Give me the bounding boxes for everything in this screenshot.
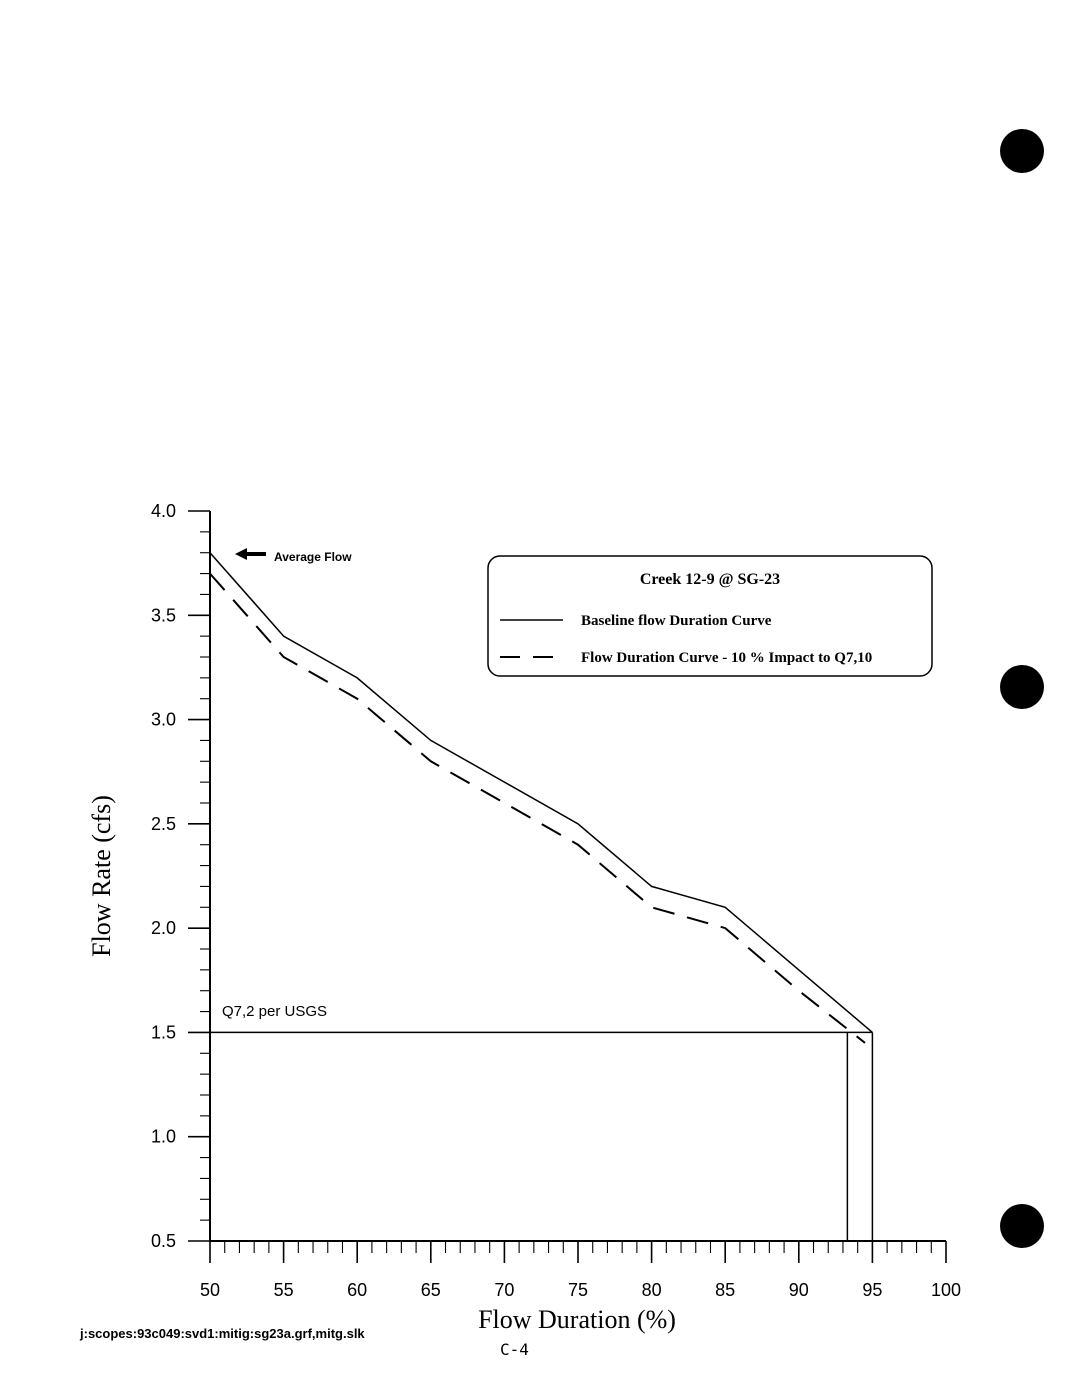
x-tick-label: 60 [347, 1280, 368, 1300]
series-lines [210, 553, 872, 1043]
axes [188, 511, 946, 1263]
legend-label-baseline: Baseline flow Duration Curve [581, 613, 772, 629]
axis-labels [151, 501, 961, 1300]
x-tick-label: 90 [788, 1280, 809, 1300]
q72-label: Q7,2 per USGS [222, 1003, 328, 1020]
impact-series-line [210, 574, 865, 1043]
average-flow-label: Average Flow [274, 550, 352, 564]
x-tick-label: 85 [715, 1280, 736, 1300]
x-tick-label: 80 [641, 1280, 662, 1300]
y-tick-label: 2.0 [150, 918, 176, 939]
x-tick-label: 75 [567, 1280, 589, 1300]
x-tick-label: 65 [420, 1280, 441, 1300]
y-tick-label: 1.5 [150, 1022, 176, 1043]
reference-lines [210, 1032, 872, 1241]
x-tick-label: 95 [862, 1280, 883, 1300]
average-flow-annotation [235, 548, 352, 564]
y-axis-title: Flow Rate (cfs) [87, 795, 116, 957]
x-axis-title: Flow Duration (%) [478, 1305, 676, 1334]
legend [488, 556, 932, 676]
legend-title: Creek 12-9 @ SG-23 [639, 571, 781, 588]
file-path-footer: j:scopes:93c049:svd1:mitig:sg23a.grf,mitg.slk [80, 1326, 365, 1341]
y-tick-label: 3.5 [150, 605, 176, 626]
y-tick-label: 4.0 [150, 501, 176, 521]
legend-label-impact: Flow Duration Curve - 10 % Impact to Q7,10 [581, 650, 873, 666]
page-number: C-4 [500, 1340, 529, 1359]
y-tick-label: 1.0 [150, 1126, 176, 1147]
x-tick-label: 70 [494, 1280, 515, 1300]
y-tick-label: 2.5 [150, 813, 176, 834]
x-tick-label: 50 [199, 1280, 221, 1300]
x-tick-label: 55 [273, 1280, 294, 1300]
y-tick-label: 3.0 [150, 709, 176, 730]
x-tick-label: 100 [930, 1280, 962, 1300]
baseline-series-line [210, 553, 872, 1033]
y-tick-label: 0.5 [150, 1231, 176, 1251]
arrow-left-icon [235, 548, 266, 560]
